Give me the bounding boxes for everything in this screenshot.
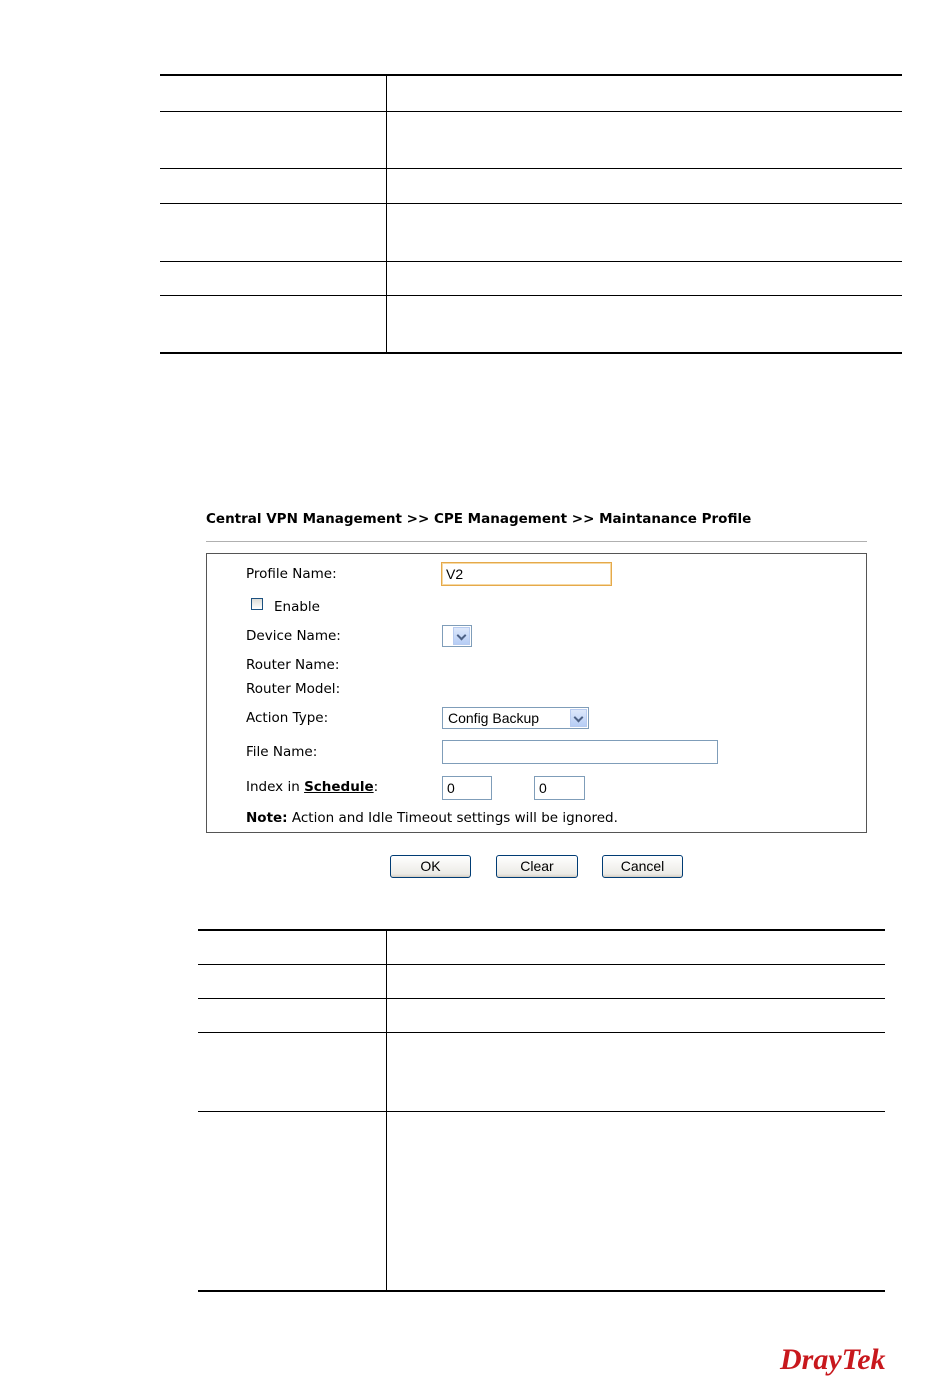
table-row <box>160 262 902 296</box>
profile-name-label: Profile Name: <box>246 566 337 582</box>
index-in-schedule-label <box>246 779 378 795</box>
table-row <box>198 999 885 1033</box>
table-row <box>198 930 885 965</box>
enable-label: Enable <box>274 599 320 615</box>
schedule-index-2-input[interactable]: 0 <box>534 776 585 800</box>
schedule-link[interactable]: Schedule <box>304 779 374 795</box>
table-row <box>198 1033 885 1112</box>
profile-name-input[interactable]: V2 <box>441 562 612 586</box>
cancel-button[interactable]: Cancel <box>602 855 683 878</box>
table-row <box>160 169 902 204</box>
file-name-label: File Name: <box>246 744 318 760</box>
top-description-table <box>160 74 902 354</box>
note-text <box>246 810 618 826</box>
router-model-label: Router Model: <box>246 681 341 697</box>
router-name-label: Router Name: <box>246 657 340 673</box>
draytek-logo: DrayTek <box>780 1343 886 1376</box>
enable-checkbox[interactable] <box>251 598 263 610</box>
file-name-input[interactable] <box>442 740 718 764</box>
breadcrumb: Central VPN Management >> CPE Management >> Maintanance Profile <box>206 511 752 527</box>
note-label: Note: <box>246 810 288 826</box>
chevron-down-icon <box>570 709 587 727</box>
clear-button[interactable]: Clear <box>496 855 578 878</box>
table-row <box>160 296 902 354</box>
note-body: Action and Idle Timeout settings will be ignored. <box>287 810 618 826</box>
action-type-label: Action Type: <box>246 710 329 726</box>
action-type-value: Config Backup <box>448 710 540 726</box>
index-label-colon: : <box>373 779 379 795</box>
table-row <box>160 112 902 169</box>
device-name-select[interactable] <box>442 625 472 647</box>
index-label-text: Index in <box>246 779 305 795</box>
ok-button[interactable]: OK <box>390 855 471 878</box>
bottom-description-table <box>198 929 885 1292</box>
table-row <box>160 75 902 112</box>
header-divider <box>206 541 867 542</box>
action-type-select[interactable] <box>442 707 589 729</box>
table-row <box>198 1112 885 1292</box>
device-name-label: Device Name: <box>246 628 341 644</box>
schedule-index-1-input[interactable]: 0 <box>442 776 492 800</box>
table-row <box>160 204 902 262</box>
table-row <box>198 965 885 999</box>
chevron-down-icon <box>453 627 470 645</box>
